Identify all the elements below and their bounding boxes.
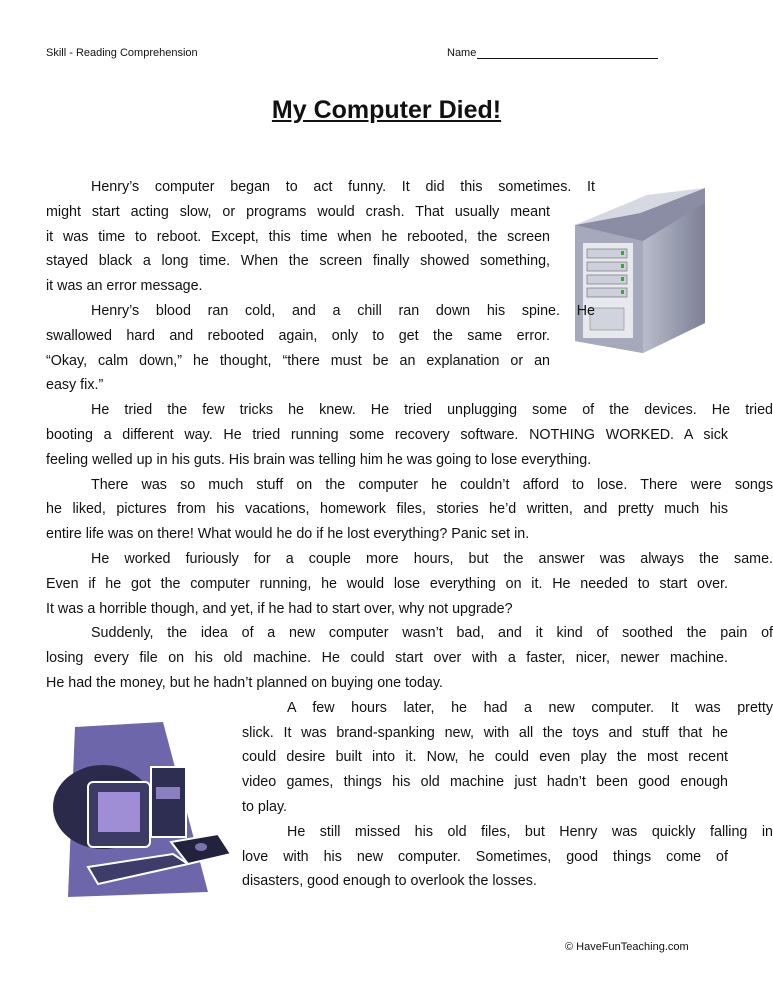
name-label: Name: [447, 47, 477, 59]
story-line: He tried the few tricks he knew. He tried unplugging some of the devices. He tried: [91, 402, 773, 419]
story-line: He had the money, but he hadn’t planned on buying one today.: [46, 674, 443, 691]
story-paragraph: [46, 299, 728, 398]
story-line: stayed black a long time. When the screen finally showed something,: [46, 253, 550, 270]
story-line: Henry’s computer began to act funny. It did this sometimes. It: [91, 179, 595, 195]
story-line: booting a different way. He tried running some recovery software. NOTHING WORKED. A sick: [46, 426, 728, 443]
story-line: it was an error message.: [46, 278, 203, 295]
story-line: he liked, pictures from his vacations, homework files, stories he’d written, and pretty much his: [46, 501, 728, 518]
story-line: There was so much stuff on the computer he couldn’t afford to lose. There were songs: [91, 476, 773, 493]
story-line: to play.: [242, 798, 288, 815]
story-line: slick. It was brand-spanking new, with all the toys and stuff that he: [242, 724, 728, 741]
story-line: swallowed hard and rebooted again, only to get the same error.: [46, 327, 550, 344]
story-line: it was time to reboot. Except, this time when he rebooted, the screen: [46, 228, 550, 245]
story-line: love with his new computer. Sometimes, good things come of: [242, 848, 728, 865]
name-blank-line: [477, 47, 658, 59]
story-text: [46, 175, 773, 894]
story-line: He worked furiously for a couple more hours, but the answer was always the same.: [91, 550, 773, 567]
story-paragraph: [46, 398, 773, 472]
story-line: It was a horrible though, and yet, if he had to start over, why not upgrade?: [46, 600, 513, 617]
story-line: feeling welled up in his guts. His brain was telling him he was going to lose everything.: [46, 451, 592, 468]
skill-label: Skill - Reading Comprehension: [46, 47, 198, 59]
copyright-footer: © HaveFunTeaching.com: [565, 941, 689, 953]
story-paragraph: [46, 175, 728, 299]
story-line: Even if he got the computer running, he would lose everything on it. He needed to start over.: [46, 575, 728, 592]
page-title: My Computer Died!: [271, 96, 502, 124]
story-paragraph: [46, 696, 773, 820]
story-line: “Okay, calm down,” he thought, “there must be an explanation or an: [46, 352, 550, 369]
story-line: could desire built into it. Now, he could even play the most recent: [242, 749, 728, 766]
story-line: easy fix.”: [46, 377, 104, 394]
story-paragraph: [46, 547, 773, 621]
story-line: A few hours later, he had a new computer. It was pretty: [287, 699, 773, 716]
story-line: losing every file on his old machine. He could start over with a faster, nicer, newer machine.: [46, 650, 728, 667]
story-line: might start acting slow, or programs would crash. That usually meant: [46, 203, 550, 220]
story-paragraph: [46, 473, 773, 547]
story-line: disasters, good enough to overlook the losses.: [242, 873, 537, 890]
story-paragraph: [46, 820, 773, 894]
story-line: Suddenly, the idea of a new computer wasn’t bad, and it kind of soothed the pain of: [91, 625, 773, 642]
story-line: He still missed his old files, but Henry was quickly falling in: [287, 823, 773, 840]
story-line: entire life was on there! What would he do if he lost everything? Panic set in.: [46, 526, 530, 543]
story-paragraph: [46, 621, 773, 695]
story-line: video games, things his old machine just hadn’t been good enough: [242, 774, 728, 791]
story-line: Henry’s blood ran cold, and a chill ran down his spine. He: [91, 302, 595, 319]
name-field: [447, 47, 658, 59]
